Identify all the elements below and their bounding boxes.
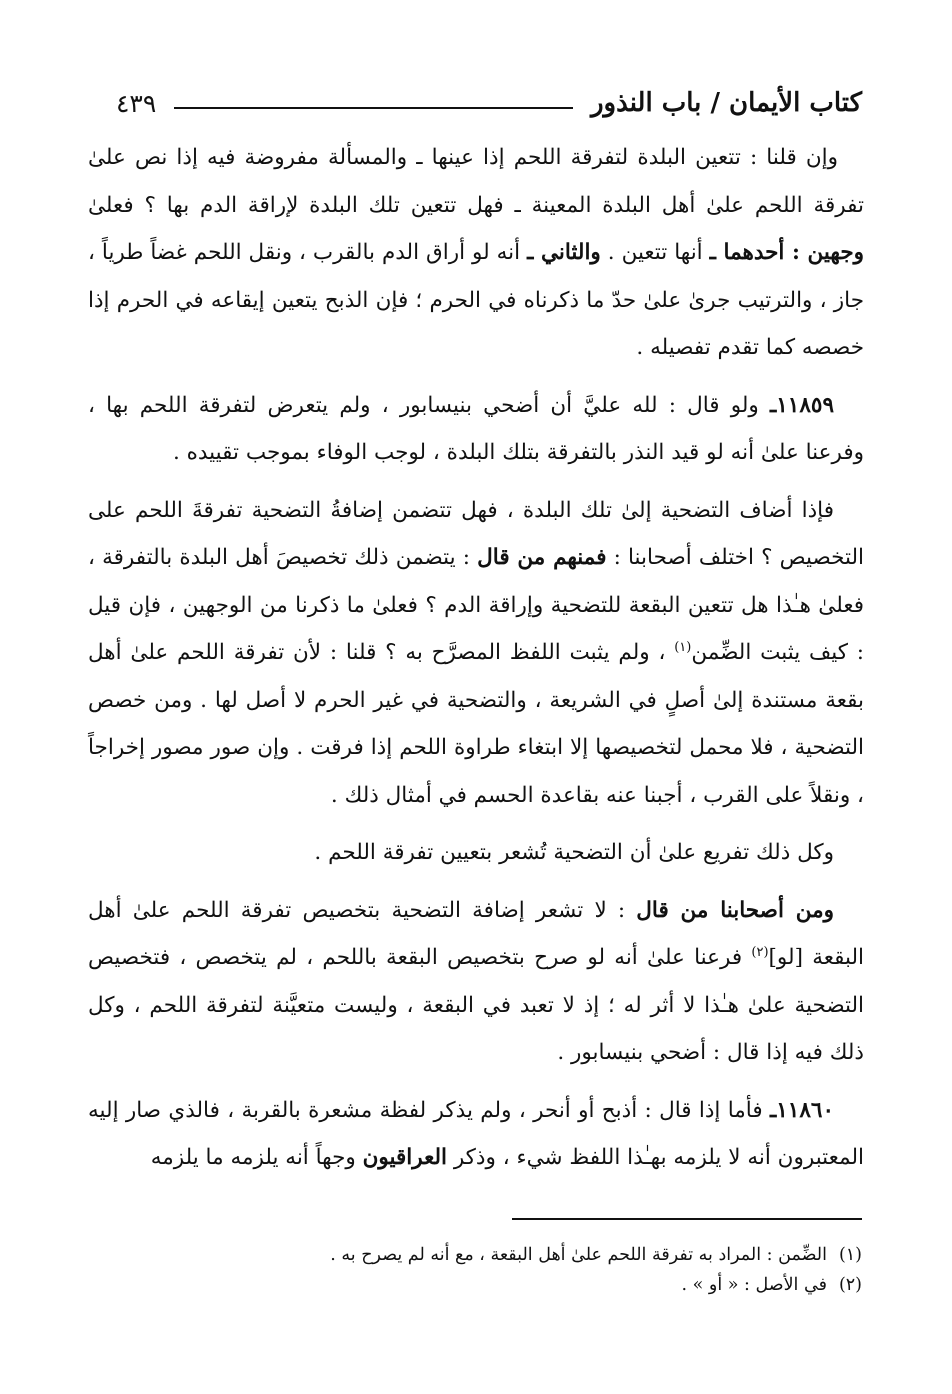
text-run-bold: والثاني ـ [527, 240, 601, 265]
text-run: : يتضمن ذلك تخصيصَ أهل البلدة بالتفرقة ، فعلىٰ هـٰذا هل تتعين البقعة للتضحية وإراقة الدم ؟ فعلىٰ ما ذكرنا من الوجهين ، فإن قيل : كيف يثبت الضِّمن [88, 545, 865, 665]
main-text [88, 134, 864, 1192]
paragraph [88, 887, 864, 1077]
text-run: وكل ذلك تفريع علىٰ أن التضحية تُشعر بتعيين تفرقة اللحم . [314, 840, 834, 865]
text-run-bold: وجهين : أحدهما ـ [709, 240, 864, 265]
footnote [88, 1240, 862, 1270]
issue-number: ١١٨٥٩ـ [769, 392, 834, 418]
text-run: ، ولم يثبت اللفظ المصرَّح به ؟ قلنا : لأن تفرقة اللحم علىٰ أهل بقعة مستندة إلىٰ أصلٍ في الشريعة ، والتضحية في غير الحرم لا أصل لها . ومن خصص التضحية ، فلا محمل لتخصيصها إلا ابتغاء طراوة اللحم إذا فرقت . وإن صور مصور إخراجاً ، ونقلاً على القرب ، أجبنا عنه بقاعدة الحسم في أمثال ذلك . [88, 640, 864, 808]
text-run: فإذا أضاف التضحية إلىٰ تلك البلدة ، فهل تتضمن إضافةُ التضحية تفرقةَ اللحم على التخصيص ؟ اختلف أصحابنا : [88, 497, 864, 570]
paragraph [88, 134, 864, 372]
running-header [116, 78, 862, 118]
footnote-text: في الأصل : « أو » . [681, 1275, 827, 1295]
header-title: كتاب الأيمان / باب النذور [590, 88, 862, 118]
footnote-number: (١) [838, 1245, 862, 1265]
paragraph [88, 1087, 864, 1182]
footnote-ref[interactable]: (٢) [751, 944, 769, 960]
paragraph [88, 829, 864, 877]
text-run: : لا تشعر إضافة التضحية بتخصيص تفرقة اللحم علىٰ أهل البقعة [لو] [88, 897, 864, 970]
header-rule [174, 107, 573, 109]
text-run: فأما إذا قال : أذبح أو أنحر ، ولم يذكر لفظة مشعرة بالقربة ، فالذي صار إليه المعتبرون أنه لا يلزمه بهـٰذا اللفظ شيء ، وذكر [88, 1097, 864, 1170]
footnote-text: الضِّمن : المراد به تفرقة اللحم علىٰ أهل البقعة ، مع أنه لم يصرح به . [330, 1245, 827, 1265]
footnote-separator [512, 1218, 862, 1220]
text-run-bold: فمنهم من قال [477, 545, 607, 570]
text-run-bold: العراقيون [362, 1145, 447, 1170]
text-run-bold: ومن أصحابنا من قال [636, 897, 834, 923]
text-run: فرعنا علىٰ أنه لو صرح بتخصيص البقعة باللحم ، لم يتخصص ، فتخصيص التضحية علىٰ هـٰذا لا أثر له ؛ إذ لا تعبد في البقعة ، وليست متعيَّنة لتفرقة اللحم ، وكل ذلك فيه إذا قال : أضحي بنيسابور . [88, 945, 864, 1065]
text-run: أنها تتعين . [600, 240, 710, 265]
text-run: ولو قال : لله عليَّ أن أضحي بنيسابور ، ولم يتعرض لتفرقة اللحم بها ، وفرعنا علىٰ أنه لو قيد النذر بالتفرقة بتلك البلدة ، لوجب الوفاء بموجب تقييده . [88, 392, 864, 465]
footnote [88, 1270, 862, 1300]
paragraph [88, 382, 864, 477]
paragraph [88, 487, 864, 820]
text-run: وإن قلنا : تتعين البلدة لتفرقة اللحم إذا عينها ـ والمسألة مفروضة فيه إذا نص علىٰ تفرقة اللحم علىٰ أهل البلدة المعينة ـ فهل تتعين تلك البلدة لإراقة الدم بها ؟ فعلىٰ [88, 145, 864, 218]
text-run: أنه لو أراق الدم بالقرب ، ونقل اللحم غضاً طرياً ، جاز ، والترتيب جرىٰ علىٰ حدّ ما ذكرناه في الحرم ؛ فإن الذبح يتعين إيقاعه في الحرم إذا خصصه كما تقدم تفصيله . [88, 240, 864, 360]
footnote-number: (٢) [838, 1275, 862, 1295]
page-number: ٤٣٩ [116, 89, 157, 118]
text-run: وجهاً أنه يلزمه ما يلزمه [150, 1145, 363, 1170]
issue-number: ١١٨٦٠ـ [769, 1097, 834, 1123]
footnotes [88, 1240, 862, 1300]
footnote-ref[interactable]: (١) [674, 639, 692, 655]
